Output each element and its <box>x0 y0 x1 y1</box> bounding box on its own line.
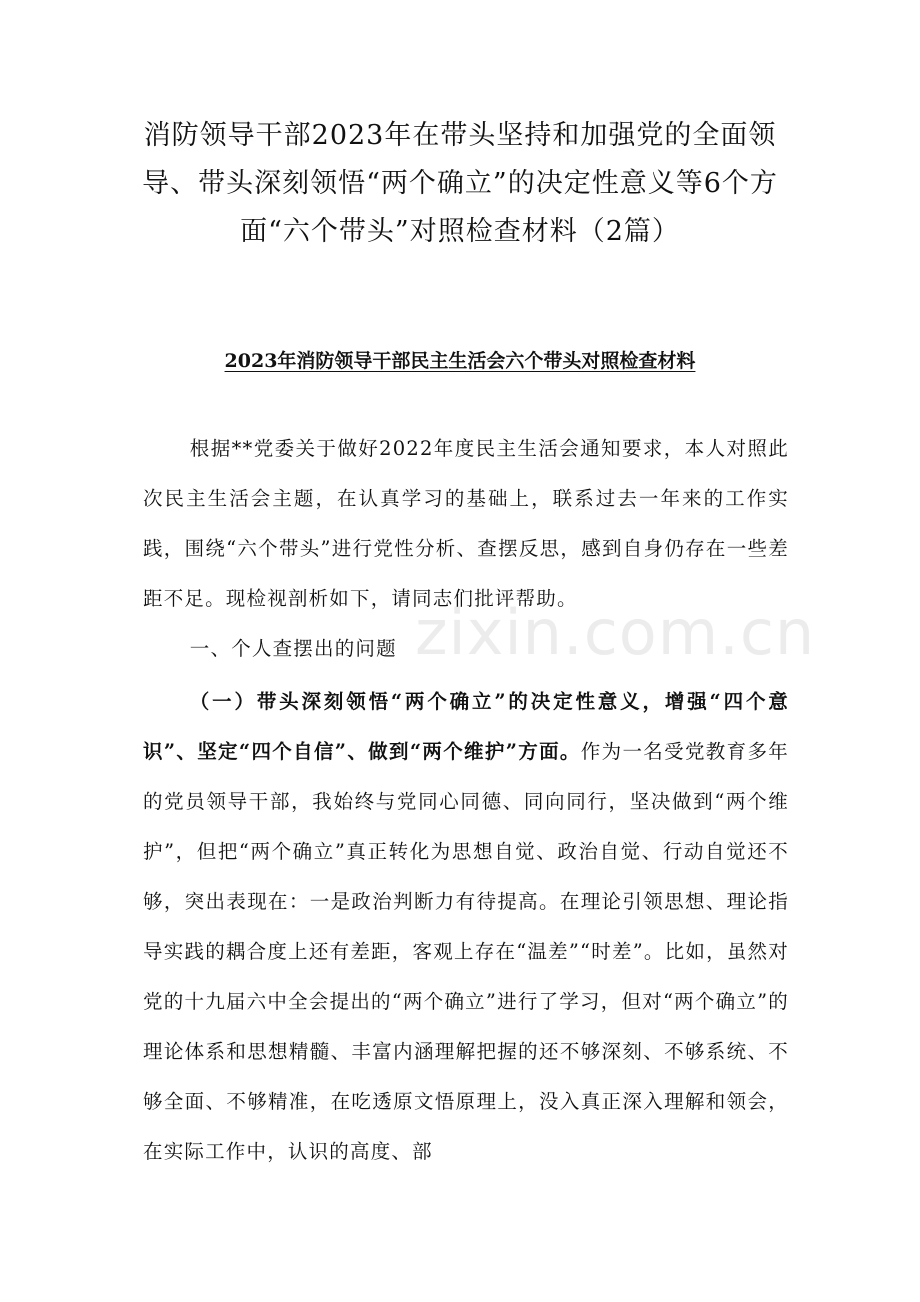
item-paragraph <box>143 677 789 1177</box>
document-subtitle: 2023年消防领导干部民主生活会六个带头对照检查材料 <box>224 350 696 372</box>
document-title: 消防领导干部2023年在带头坚持和加强党的全面领导、带头深刻领悟“两个确立”的决定性意义等6个方面“六个带头”对照检查材料（2篇） <box>142 120 778 247</box>
item-lead: （一）带头深刻领悟“两个确立”的决定性意义，增强“四个意识”、坚定“四个自信”、做到“两个维护”方面。 <box>143 690 789 763</box>
item-body: 作为一名受党教育多年的党员领导干部，我始终与党同心同德、同向同行，坚决做到“两个维护”，但把“两个确立”真正转化为思想自觉、政治自觉、行动自觉还不够，突出表现在：一是政治判断力有待提高。在理论引领思想、理论指导实践的耦合度上还有差距，客观上存在“温差”“时差”。比如，虽然对党的十九届六中全会提出的“两个确立”进行了学习，但对“两个确立”的理论体系和思想精髓、丰富内涵理解把握的还不够深刻、不够系统、不够全面、不够精准，在吃透原文悟原理上，没入真正深入理解和领会，在实际工作中，认识的高度、部 <box>143 740 789 1163</box>
document-body <box>143 424 789 1177</box>
section-heading: 一、个人查摆出的问题 <box>189 637 397 660</box>
watermark: zixin.com.cn <box>415 596 816 669</box>
intro-paragraph: 根据**党委关于做好2022年度民主生活会通知要求，本人对照此次民主生活会主题，在认真学习的基础上，联系过去一年来的工作实践，围绕“六个带头”进行党性分析、查摆反思，感到自身仍存在一些差距不足。现检视剖析如下，请同志们批评帮助。 <box>143 437 789 610</box>
